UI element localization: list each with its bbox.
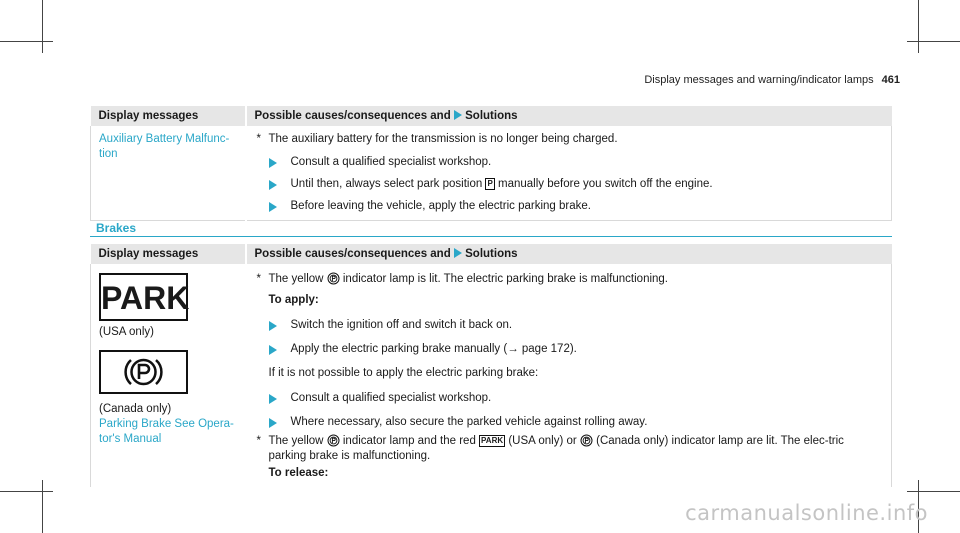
step-text: Consult a qualified specialist workshop. (290, 156, 492, 168)
step-item (269, 155, 884, 170)
col-header-solutions-text: Solutions (465, 110, 518, 122)
arrow-right-icon (269, 180, 277, 190)
step-item (269, 318, 884, 333)
cause-text: The yellow (268, 273, 324, 285)
col-header-solutions-text: Solutions (465, 248, 518, 260)
cause-text: (Canada only) indicator lamp are lit. The elec-tric parking brake is malfunctioning. (268, 435, 844, 462)
solution-cell (246, 126, 892, 221)
col-header-messages: Display messages (91, 106, 246, 126)
cause-note (255, 434, 884, 464)
step-item (269, 177, 884, 192)
step-text: Where necessary, also secure the parked vehicle against rolling away. (290, 416, 648, 428)
col-header-causes-text: Possible causes/consequences and (254, 110, 451, 122)
page-ref-link[interactable]: page 172). (518, 343, 577, 355)
arrow-right-icon (269, 202, 277, 212)
parking-brake-mini-icon (327, 434, 340, 447)
battery-table (90, 106, 892, 221)
col-header-causes (246, 244, 892, 264)
arrow-right-icon (269, 345, 277, 355)
running-head (644, 74, 900, 86)
brakes-table (90, 244, 892, 487)
arrow-right-icon (269, 418, 277, 428)
parking-brake-circle-svg (101, 352, 186, 392)
col-header-causes (246, 106, 892, 126)
message-link[interactable]: Parking Brake See Opera-tor's Manual (99, 418, 234, 445)
step-text: Consult a qualified specialist workshop. (290, 392, 492, 404)
solution-cell (246, 264, 892, 487)
crop-mark (907, 41, 960, 42)
parking-brake-mini-icon (580, 434, 593, 447)
park-mini-icon: PARK (481, 436, 504, 445)
running-title: Display messages and warning/indicator lamps (644, 74, 874, 86)
step-item (269, 342, 884, 357)
cause-note (255, 132, 884, 147)
section-title-brakes: Brakes (96, 221, 137, 235)
step-text: Until then, always select park position (290, 178, 483, 190)
arrow-right-icon (269, 321, 277, 331)
table-row (91, 264, 892, 487)
cause-text: indicator lamp is lit. The electric parking brake is malfunctioning. (342, 273, 669, 285)
arrow-right-icon (454, 248, 462, 258)
parking-brake-circle-icon (99, 350, 188, 394)
arrow-right-icon (269, 158, 277, 168)
to-release-heading: To release: (268, 467, 329, 479)
not-possible-text: If it is not possible to apply the electric parking brake: (268, 367, 539, 379)
step-text: Switch the ignition off and switch it back on. (290, 319, 513, 331)
asterisk-icon: * (256, 133, 261, 145)
step-text: manually before you switch off the engine. (498, 178, 713, 190)
cause-text: The yellow (268, 435, 324, 447)
asterisk-icon: * (256, 435, 261, 447)
crop-mark (0, 41, 53, 42)
col-header-messages: Display messages (91, 244, 246, 264)
step-item (269, 391, 884, 406)
cause-text: (USA only) or (508, 435, 577, 447)
message-cell (91, 264, 246, 487)
canada-caption: (Canada only) (99, 403, 172, 415)
section-divider (90, 236, 892, 237)
col-header-causes-text: Possible causes/consequences and (254, 248, 451, 260)
page-number: 461 (881, 74, 900, 86)
cause-text: indicator lamp and the red (342, 435, 476, 447)
crop-mark (907, 491, 960, 492)
page-ref-arrow: → (507, 343, 519, 355)
crop-mark (42, 480, 43, 533)
park-icon: PARK (99, 273, 188, 321)
step-item (269, 199, 884, 214)
arrow-right-icon (454, 110, 462, 120)
message-cell (91, 126, 246, 221)
park-position-p-icon: P (487, 179, 493, 188)
cause-text: The auxiliary battery for the transmission is no longer being charged. (268, 133, 618, 145)
step-text: Before leaving the vehicle, apply the electric parking brake. (290, 200, 591, 212)
step-text: Apply the electric parking brake manually ( (290, 343, 508, 355)
asterisk-icon: * (256, 273, 261, 285)
crop-mark (0, 491, 53, 492)
parking-brake-mini-icon (327, 272, 340, 285)
step-item (269, 415, 884, 430)
usa-caption: (USA only) (99, 326, 154, 338)
to-apply-heading: To apply: (268, 294, 319, 306)
table-row (91, 126, 892, 221)
crop-mark (42, 0, 43, 53)
arrow-right-icon (269, 394, 277, 404)
watermark: carmanualsonline.info (685, 501, 928, 525)
crop-mark (918, 0, 919, 53)
cause-note (255, 272, 884, 287)
message-link[interactable]: Auxiliary Battery Malfunc-tion (99, 133, 230, 160)
